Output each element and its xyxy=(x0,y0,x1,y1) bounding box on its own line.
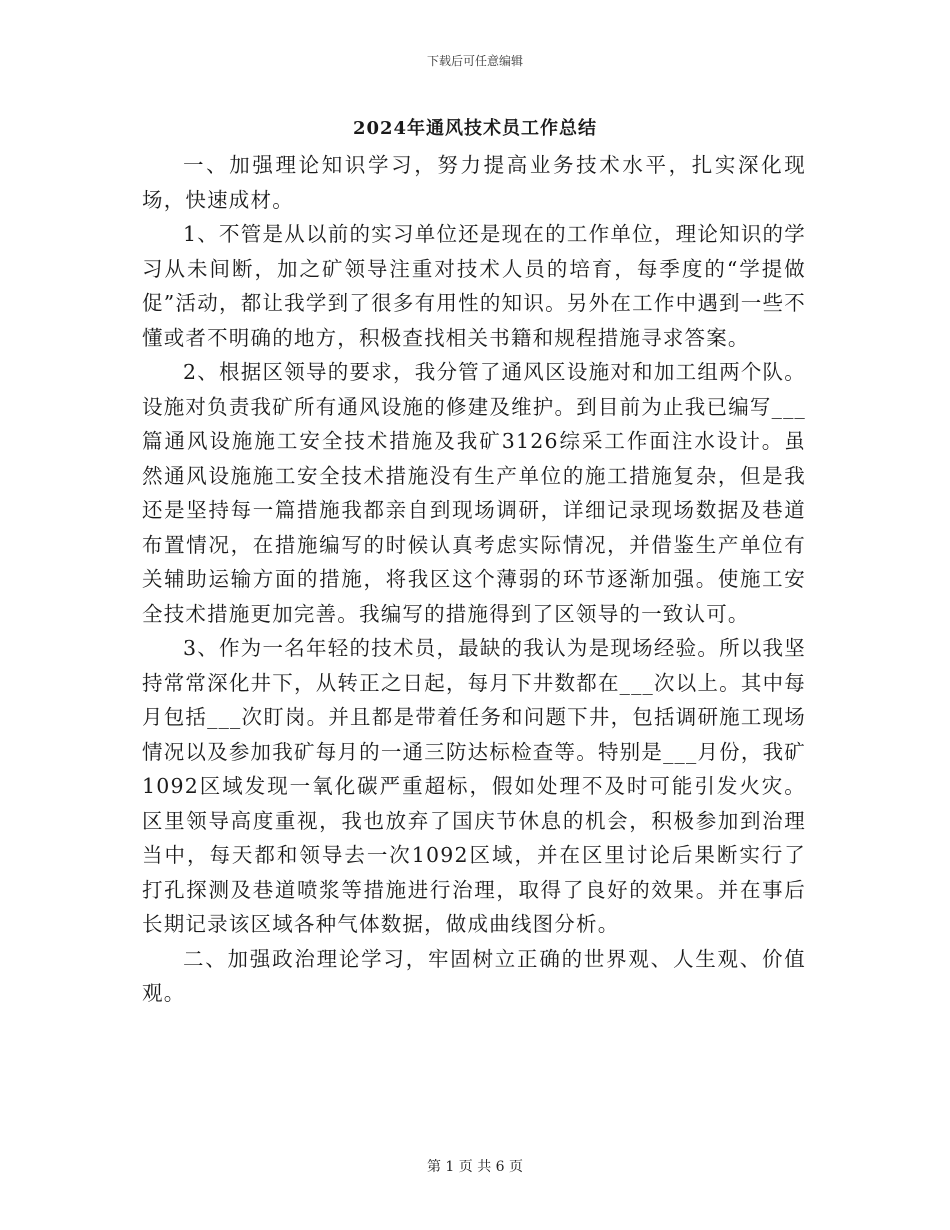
paragraph-item-one: 1、不管是从以前的实习单位还是现在的工作单位，理论知识的学习从未间断，加之矿领导注重对技术人员的培育，每季度的“学提做促”活动，都让我学到了很多有用性的知识。另外在工作中遇到一些不懂或者不明确的地方，积极查找相关书籍和规程措施寻求答案。 xyxy=(142,222,806,350)
paragraph-item-two: 2、根据区领导的要求，我分管了通风区设施对和加工组两个队。设施对负责我矿所有通风设施的修建及维护。到目前为止我已编写___篇通风设施施工安全技术措施及我矿3126综采工作面注水设计。虽然通风设施施工安全技术措施没有生产单位的施工措施复杂，但是我还是坚持每一篇措施我都亲自到现场调研，详细记录现场数据及巷道布置情况，在措施编写的时候认真考虑实际情况，并借鉴生产单位有关辅助运输方面的措施，将我区这个薄弱的环节逐渐加强。使施工安全技术措施更加完善。我编写的措施得到了区领导的一致认可。 xyxy=(142,360,806,626)
page-number: 第 1 页 共 6 页 xyxy=(426,1159,524,1175)
paragraph-section-one: 一、加强理论知识学习，努力提高业务技术水平，扎实深化现场，快速成材。 xyxy=(142,153,806,212)
header-note: 下载后可任意编辑 xyxy=(426,54,523,68)
document-title: 2024年通风技术员工作总结 xyxy=(352,118,598,139)
paragraph-item-three: 3、作为一名年轻的技术员，最缺的我认为是现场经验。所以我坚持常常深化井下，从转正之日起，每月下井数都在___次以上。其中每月包括___次盯岗。并且都是带着任务和问题下井，包括调研施工现场情况以及参加我矿每月的一通三防达标检查等。特别是___月份，我矿1092区域发现一氧化碳严重超标，假如处理不及时可能引发火灾。区里领导高度重视，我也放弃了国庆节休息的机会，积极参加到治理当中，每天都和领导去一次1092区域，并在区里讨论后果断实行了打孔探测及巷道喷浆等措施进行治理，取得了良好的效果。并在事后长期记录该区域各种气体数据，做成曲线图分析。 xyxy=(142,636,806,936)
document-body xyxy=(142,148,806,1011)
paragraph-section-two: 二、加强政治理论学习，牢固树立正确的世界观、人生观、价值观。 xyxy=(142,946,806,1005)
